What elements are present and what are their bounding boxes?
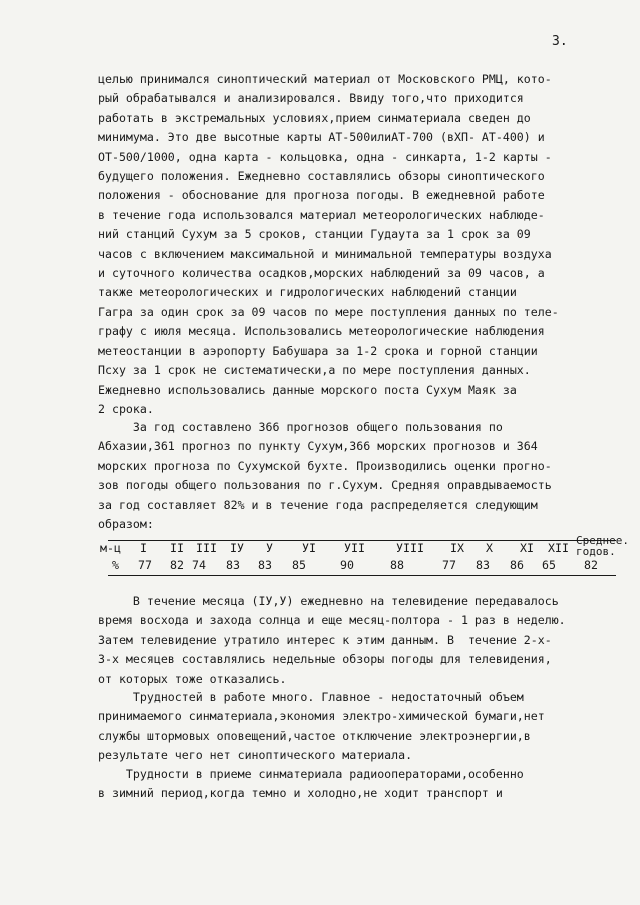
text-line: часов с включением максимальной и минимальной температуры воздуха [98, 246, 552, 261]
text-line: За год составлено 366 прогнозов общего пользования по [98, 420, 503, 434]
text-line: в зимний период,когда темно и холодно,не ходит транспорт и [98, 786, 503, 801]
text-line: Затем телевидение утратило интерес к этим данным. В течение 2-х- [98, 632, 552, 647]
monthly-accuracy-table [100, 534, 629, 577]
month-value: 74 [192, 558, 206, 572]
text-line: будущего положения. Ежедневно составлялись обзоры синоптического [98, 169, 545, 184]
text-line: зов погоды общего пользования по г.Сухум. Средняя оправдываемость [98, 478, 552, 493]
month-header: II [170, 541, 184, 555]
text-line: в течение года использовался материал метеорологических наблюде- [98, 207, 545, 222]
text-line: целью принимался синоптический материал от Московского РМЦ, кото- [98, 72, 552, 86]
month-header: УI [302, 541, 316, 555]
month-value: 83 [258, 558, 272, 572]
text-line: от которых тоже отказались. [98, 671, 287, 686]
month-header: I [140, 541, 147, 555]
text-line: графу с июля месяца. Использовались метеорологические наблюдения [98, 324, 545, 339]
month-value: 90 [340, 558, 354, 572]
average-header: Среднее. годов. [576, 534, 629, 558]
average-value: 82 [584, 558, 598, 572]
text-line: работать в экстремальных условиях,прием синматериала сведен до [98, 110, 531, 125]
month-header: УIII [396, 541, 424, 555]
text-line: В течение месяца (IУ,У) ежедневно на телевидение передавалось [98, 594, 559, 608]
text-line: и суточного количества осадков,морских наблюдений за 09 часов, а [98, 266, 545, 281]
text-line: 3-х месяцев составлялись недельные обзоры погоды для телевидения, [98, 652, 552, 667]
month-header: УII [344, 541, 365, 555]
month-value: 77 [442, 558, 456, 572]
text-line: также метеорологических и гидрологических наблюдений станции [98, 285, 517, 300]
paragraph-reception-difficulties [98, 765, 618, 804]
month-value: 86 [510, 558, 524, 572]
text-line: результате чего нет синоптического материала. [98, 748, 413, 763]
text-line: Псху за 1 срок не систематически,а по мере поступления данных. [98, 363, 531, 378]
month-header: У [266, 541, 273, 555]
text-line: ний станций Сухум за 5 сроков, станции Гудаута за 1 срок за 09 [98, 227, 531, 242]
month-value: 82 [170, 558, 184, 572]
month-header: XII [548, 541, 569, 555]
text-line: за год составляет 82% и в течение года распределяется следующим [98, 497, 538, 512]
month-value: 77 [138, 558, 152, 572]
month-value: 65 [542, 558, 556, 572]
text-line: морских прогноза по Сухумской бухте. Производились оценки прогно- [98, 458, 552, 473]
month-header: III [196, 541, 217, 555]
text-line: ОТ-500/1000, одна карта - кольцовка, одна - синкарта, 1-2 карты - [98, 149, 552, 164]
table-bottom-rule [108, 575, 616, 576]
text-line: время восхода и захода солнца и еще месяц-полтора - 1 раз в неделю. [98, 613, 566, 628]
text-line: образом: [98, 517, 154, 532]
text-line: положения - обоснование для прогноза погоды. В ежедневной работе [98, 188, 545, 203]
text-line: Ежедневно использовались данные морского поста Сухум Маяк за [98, 382, 517, 397]
text-line: Трудностей в работе много. Главное - недостаточный объем [98, 690, 524, 704]
month-value: 88 [390, 558, 404, 572]
row-label-percent: % [112, 558, 119, 572]
month-header: IX [450, 541, 464, 555]
paragraph-television [98, 592, 618, 689]
text-line: Гагра за один срок за 09 часов по мере поступления данных по теле- [98, 304, 559, 319]
text-line: Трудности в приеме синматериала радиооператорами,особенно [98, 767, 524, 781]
text-line: службы штормовых оповещений,частое отключение электроэнергии,в [98, 728, 531, 743]
month-value: 83 [226, 558, 240, 572]
month-header: IУ [230, 541, 244, 555]
month-value: 83 [476, 558, 490, 572]
month-header: XI [520, 541, 534, 555]
paragraph-synoptic-material [98, 70, 618, 419]
text-line: принимаемого синматериала,экономия электро-химической бумаги,нет [98, 709, 545, 724]
text-line: 2 срока. [98, 401, 154, 416]
text-line: рый обрабатывался и анализировался. Ввиду того,что приходится [98, 91, 524, 106]
month-header: X [486, 541, 493, 555]
text-line: Абхазии,361 прогноз по пункту Сухум,366 морских прогнозов и 364 [98, 439, 538, 454]
text-line: метеостанции в аэропорту Бабушара за 1-2 срока и горной станции [98, 343, 538, 358]
text-line: минимума. Это две высотные карты АТ-500илиАТ-700 (вХП- АТ-400) и [98, 130, 545, 145]
paragraph-forecast-counts [98, 418, 618, 534]
month-value: 85 [292, 558, 306, 572]
paragraph-difficulties [98, 688, 618, 766]
page-number: 3. [552, 34, 568, 49]
row-label-month: м-ц [100, 541, 121, 555]
